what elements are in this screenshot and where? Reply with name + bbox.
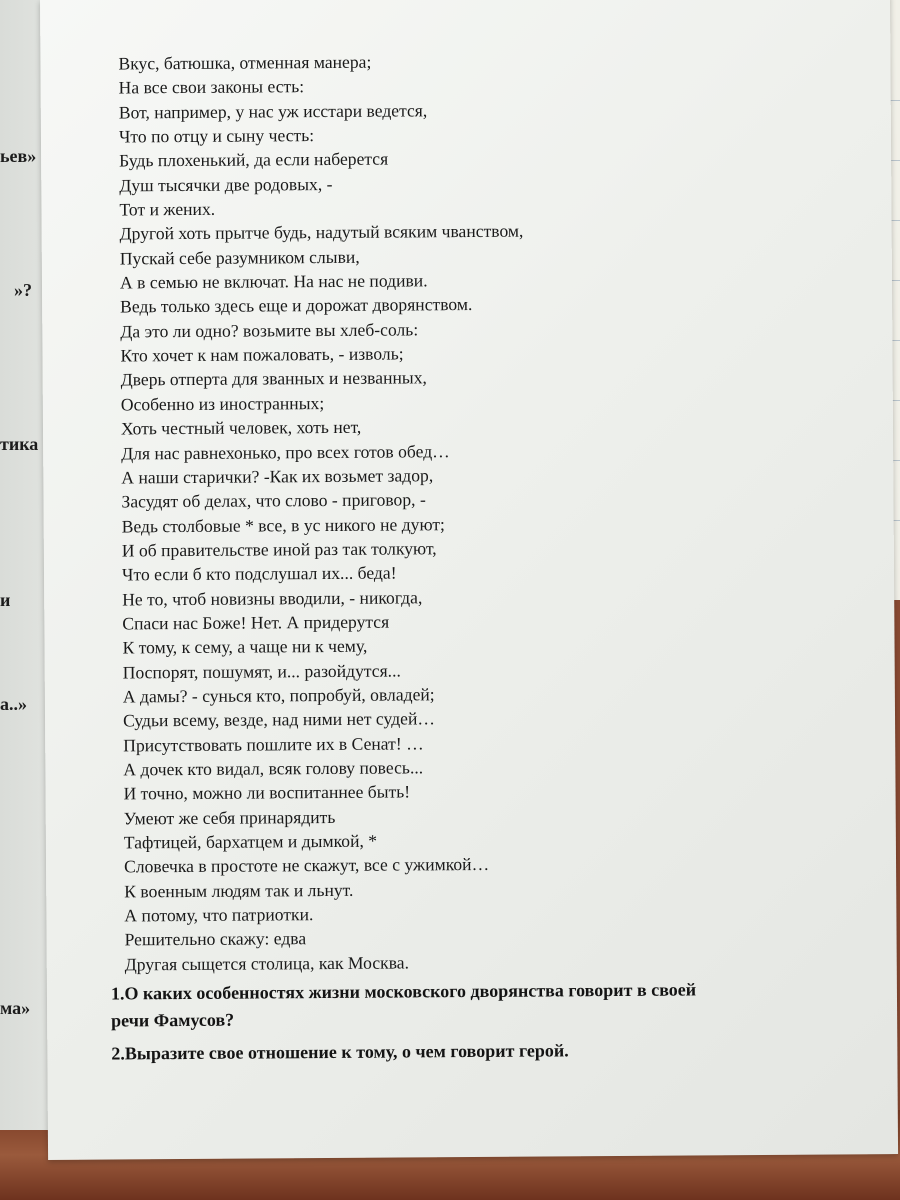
poem-line: Дверь отперта для званных и незванных, (120, 367, 427, 390)
question-2: 2.Выразите свое отношение к тому, о чем говорит герой. (111, 1040, 569, 1064)
poem-line: Пускай себе разумником слыви, (119, 246, 360, 269)
poem-line: Присутствовать пошлите их в Сенат! … (123, 732, 424, 756)
poem-line: Что по отцу и сыну честь: (118, 125, 315, 147)
fragment-5: а..» (0, 694, 27, 714)
questions-block (111, 975, 866, 1067)
poem-line: Хоть честный человек, хоть нет, (120, 416, 362, 439)
fragment-6: ма» (0, 998, 31, 1018)
question-1-line-1: 1.О каких особенностях жизни московского дворянства говорит в своей (110, 979, 697, 1004)
poem-line: Тафтицей, бархатцем и дымкой, * (123, 830, 378, 853)
poem-line: К тому, к сему, а чаще ни к чему, (122, 635, 368, 658)
poem-line: И об правительстве иной раз так толкуют, (121, 538, 437, 561)
poem-line: Вкус, батюшка, отменная манера; (118, 51, 372, 74)
poem-line: Другая сыщется столица, как Москва. (124, 952, 410, 975)
printed-sheet (40, 0, 898, 1160)
poem-line: Поспорят, пошумят, и... разойдутся... (122, 660, 401, 683)
poem-line: К военным людям так и льнут. (124, 879, 354, 902)
poem-line: А наши старички? -Как их возьмет задор, (121, 465, 434, 488)
fragment-1: ьев» (0, 146, 37, 166)
poem-line: Кто хочет к нам пожаловать, - изволь; (120, 343, 404, 366)
poem-line: Ведь столбовые * все, в ус никого не дуют; (121, 513, 445, 536)
poem-line: Что если б кто подслушал их... беда! (121, 562, 397, 585)
poem-line: Ведь только здесь еще и дорожат дворянством. (120, 294, 473, 317)
poem-line: Для нас равнехонько, про всех готов обед… (121, 440, 450, 463)
poem-line: Душ тысячки две родовых, - (119, 173, 333, 196)
poem-line: Умеют же себя принарядить (123, 806, 336, 829)
poem-line: Судьи всему, везде, над ними нет судей… (122, 708, 436, 731)
poem-line: Засудят об делах, что слово - приговор, - (121, 489, 426, 512)
famusov-monologue (110, 46, 865, 1067)
fragment-2: »? (14, 280, 32, 300)
poem-line: Не то, чтоб новизны вводили, - никогда, (122, 586, 423, 610)
poem-line: А в семью не включат. На нас не подиви. (119, 270, 428, 293)
poem-line: Решительно скажу: едва (124, 928, 307, 950)
poem-line: А потому, что патриотки. (124, 904, 314, 926)
poem-line: А дамы? - сунься кто, попробуй, овладей; (122, 684, 435, 707)
poem-line: Спаси нас Боже! Нет. А придерутся (122, 611, 390, 634)
poem-line: А дочек кто видал, всяк голову повесь... (123, 757, 424, 780)
poem-line: Вот, например, у нас уж исстари ведется, (118, 99, 428, 123)
poem-line: Особенно из иностранных; (120, 392, 325, 415)
fragment-4: и (0, 590, 11, 610)
poem-line: Будь плохенький, да если наберется (119, 148, 389, 171)
fragment-3: тика (0, 434, 39, 454)
poem-line: И точно, можно ли воспитаннее быть! (123, 781, 411, 804)
question-1-line-2: речи Фамусов? (111, 1009, 235, 1031)
poem-line: Тот и жених. (119, 198, 216, 220)
poem-line: Словечка в простоте не скажут, все с ужимкой… (123, 854, 490, 877)
poem-line: На все свои законы есть: (118, 76, 305, 98)
poem-line: Да это ли одно? возьмите вы хлеб-соль: (120, 319, 419, 342)
poem-line: Другой хоть прытче будь, надутый всяким чванством, (119, 221, 524, 244)
